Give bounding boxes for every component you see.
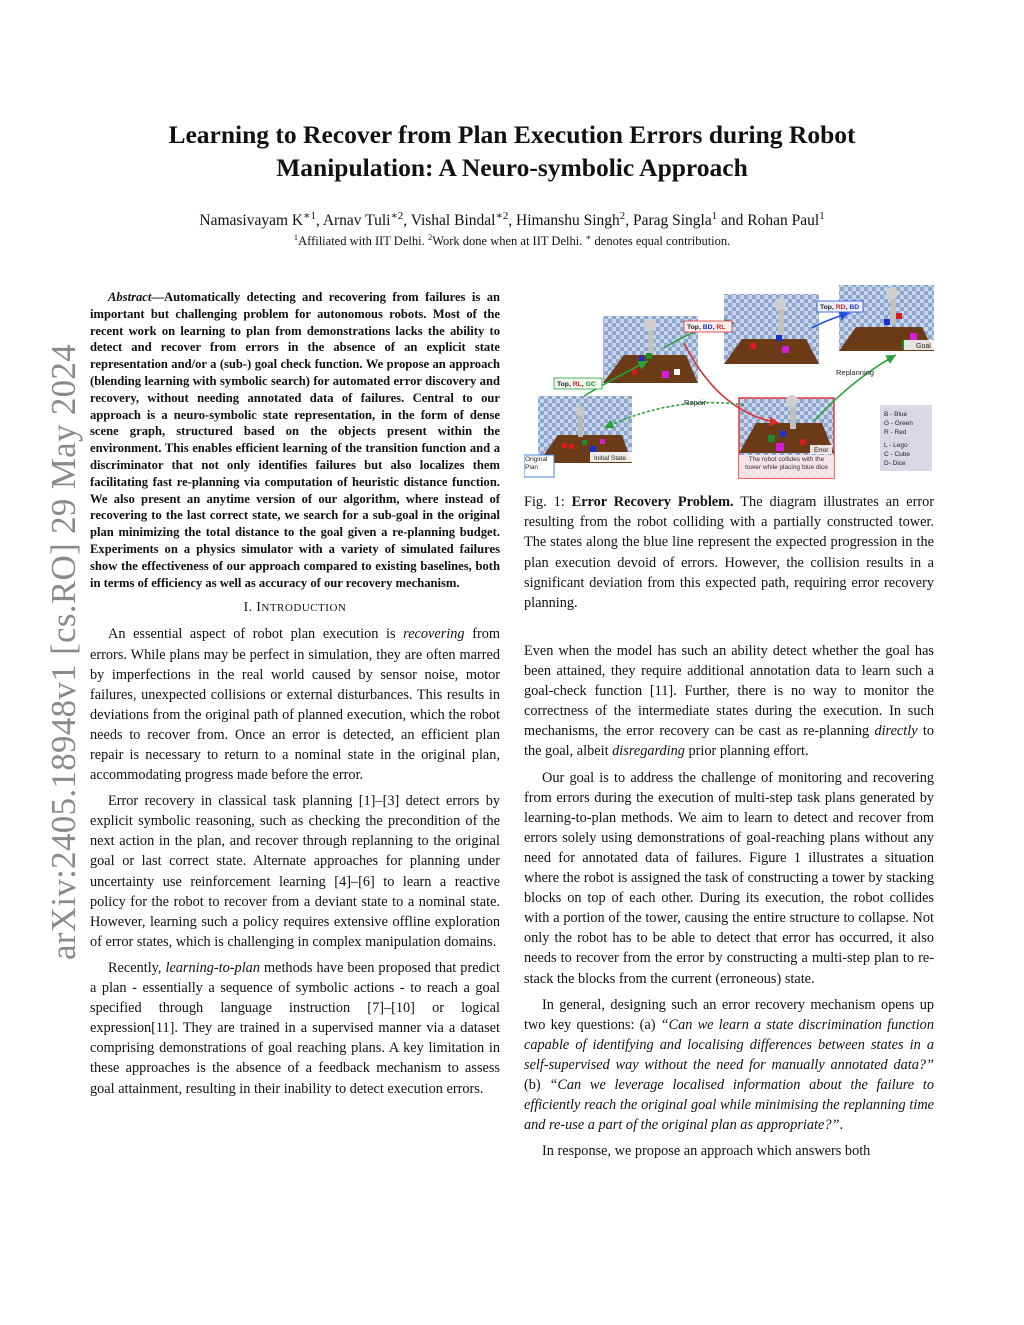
abstract-dash: — — [151, 290, 164, 304]
paper-title: Learning to Recover from Plan Execution Errors during Robot Manipulation: A Neuro-symbolic Approach — [168, 120, 856, 182]
svg-text:Top, BD, RL: Top, BD, RL — [687, 324, 726, 331]
author-mark: 1 — [711, 209, 718, 222]
affil-text: denotes equal contribution. — [591, 234, 731, 248]
abstract-text: Automatically detecting and recovering from failures is an important but challenging problem for autonomous robots. Most of the recent work on learning to plan from demonstrations lacks the ability to detect and recover from errors in the absence of an explicit state representation and/or a (sub-) goal check function. We propose an approach (blending learning with symbolic search) for automated error discovery and recovery, without needing annotated data of failures. Central to our approach is a neuro-symbolic state representation, in the form of dense scene graph, structured based on the objects present within the environment. This enables efficient learning of the transition function and a discriminator that not only identifies failures but also localizes them facilitating fast re-planning via computation of heuristic distance function. We also present an anytime version of our algorithm, where instead of recovering to the last correct state, we search for a sub-goal in the original plan minimizing the total distance to the goal given a re-planning budget. Experiments on a physics simulator with a variety of simulated failures show the effectiveness of our approach compared to existing baselines, both in terms of efficiency as well as accuracy of our recovery mechanism. — [90, 290, 500, 590]
tag-top-rd-bd — [817, 301, 863, 312]
figure-1 — [524, 283, 934, 483]
body-paragraph: In response, we propose an approach which answers both — [542, 1143, 871, 1160]
affil-mark: 1 — [293, 231, 299, 242]
author-list — [80, 211, 944, 231]
section-heading-introduction: I. INTRODUCTION — [243, 599, 347, 615]
intro-paragraph: Recently, learning-to-plan methods have been proposed that predict a plan - essentially a sequence of symbolic actions - to reach a goal specified through language instruction [7]–[10] or logical expression[11]. They are trained in a supervised manner via a dataset comprising demonstrations of goal reaching plans. A key limitation in these approaches is the absence of a feedback mechanism to assess goal attainment, resulting in their inability to detect execution errors. — [90, 959, 500, 1097]
tag-top-bd-rl — [684, 321, 732, 332]
abstract — [90, 289, 500, 591]
author-mark: 2 — [619, 209, 626, 222]
error-note: The robot collides with the tower while placing blue dice — [745, 456, 828, 471]
svg-text:G - Green: G - Green — [884, 420, 913, 427]
caption-label: Fig. 1: — [524, 494, 572, 510]
author-name: , Vishal Bindal — [403, 212, 496, 229]
scene-step-3 — [724, 294, 819, 364]
svg-text:Top, RL, GC: Top, RL, GC — [557, 381, 596, 388]
affil-mark: 2 — [427, 231, 433, 242]
author-mark: ∗2 — [390, 209, 404, 222]
svg-text:R - Red: R - Red — [884, 429, 907, 436]
author-name: and Rohan Paul — [717, 212, 820, 229]
author-name: , Himanshu Singh — [508, 212, 620, 229]
svg-text:B - Blue: B - Blue — [884, 411, 908, 418]
body-paragraph: Even when the model has such an ability detect whether the goal has been attained, they require additional annotation data to learn such a goal-check function [11]. Further, there is no way to monitor the correctness of the intermediate states during the execution. In such mechanisms, the error recovery can be cast as re-planning directly to the goal, albeit disregarding prior planning effort. — [524, 643, 934, 760]
body-paragraph: Our goal is to address the challenge of monitoring and recovering from errors during the execution of multi-step task plans generated by learning-to-plan methods. We aim to learn to detect and recover from errors solely using demonstrations of goal-reaching plans without any need for annotated data of failures. Figure 1 illustrates a situation where the robot is assigned the task of constructing a tower by stacking blocks on top of each other. During its execution, the robot collides with a portion of the tower, causing the entire structure to collapse. Not only the robot has to be able to detect that error has occurred, it also needs to recover from the error by constructing a multi-step plan to re-stack the blocks from the current (erroneous) state. — [524, 769, 934, 987]
figure-caption — [524, 492, 934, 613]
author-name: , Arnav Tuli — [315, 212, 391, 229]
caption-title: Error Recovery Problem. — [571, 494, 734, 510]
arxiv-identifier[interactable]: arXiv:2405.18948v1 [cs.RO] 29 May 2024 — [44, 343, 83, 961]
svg-text:D- Dice: D- Dice — [884, 460, 906, 467]
abstract-label: Abstract — [108, 290, 152, 304]
author-mark: 1 — [819, 209, 825, 222]
author-mark: ∗2 — [495, 209, 509, 222]
affiliations — [80, 233, 944, 249]
author-mark: ∗1 — [303, 209, 316, 222]
svg-text:C - Cube: C - Cube — [884, 451, 911, 458]
intro-paragraph: Error recovery in classical task planning [1]–[3] detect errors by explicit symbolic reasoning, such as checking the precondition of the next action in the plan, and recover through replanning to the original goal or last correct state. Alternate approaches for planning under uncertainty use reinforcement learning [4]–[6] to learn a reactive policy for the robot to recover from a deviant state to a nominal state. However, learning such a policy requires extensive offline exploration of error states, which is challenging in complex manipulation domains. — [90, 793, 500, 950]
author-name: Namasivayam K — [199, 212, 304, 229]
svg-text:Top, RD, BD: Top, RD, BD — [820, 304, 860, 311]
original-plan-label: Original Plan — [525, 456, 548, 471]
svg-text:Error: Error — [814, 447, 829, 454]
svg-text:L - Lego: L - Lego — [884, 442, 908, 449]
affil-mark: ∗ — [585, 231, 592, 242]
left-column — [90, 289, 500, 1105]
caption-text: The diagram illustrates an error resulting from the robot colliding with a partially constructed tower. The states along the blue line represent the expected progression in the plan execution devoid of errors. However, the collision results in a significant deviation from this expected path, requiring error recovery planning. — [524, 494, 934, 612]
intro-paragraph: An essential aspect of robot plan execution is recovering from errors. While plans may be perfect in simulation, they are often marred by imperfections in the real world caused by sensor noise, motor failures, unexpected collisions or external disturbances. This results in deviations from the original path of planned execution, which the robot needs to recover from. Once an error is detected, an efficient plan repair is necessary to return to a nominal state in the original plan, accommodating progress made before the error. — [90, 626, 500, 784]
legend — [880, 405, 932, 471]
author-name: , Parag Singla — [625, 212, 712, 229]
scene-error — [739, 395, 834, 478]
replanning-label: Replanning — [836, 368, 874, 377]
svg-text:Goal: Goal — [916, 343, 931, 350]
right-column — [524, 641, 934, 1167]
scene-goal — [839, 285, 934, 351]
tag-top-rl-gc — [554, 378, 602, 389]
initial-state-label: Initial State — [594, 455, 627, 462]
affil-text: Affiliated with IIT Delhi. — [298, 234, 428, 248]
repair-label: Repair — [684, 398, 707, 407]
affil-text: Work done when at IIT Delhi. — [432, 234, 586, 248]
body-paragraph: In general, designing such an error recovery mechanism opens up two key questions: (a) “Can we learn a state discrimination function capable of identifying and localising differences between states in a self-supervised way without the need for manually annotated data?” (b) “Can we leverage localised information about the failure to efficiently reach the original goal while minimising the replanning time and re-use a part of the original plan as appropriate?”. — [524, 996, 934, 1134]
